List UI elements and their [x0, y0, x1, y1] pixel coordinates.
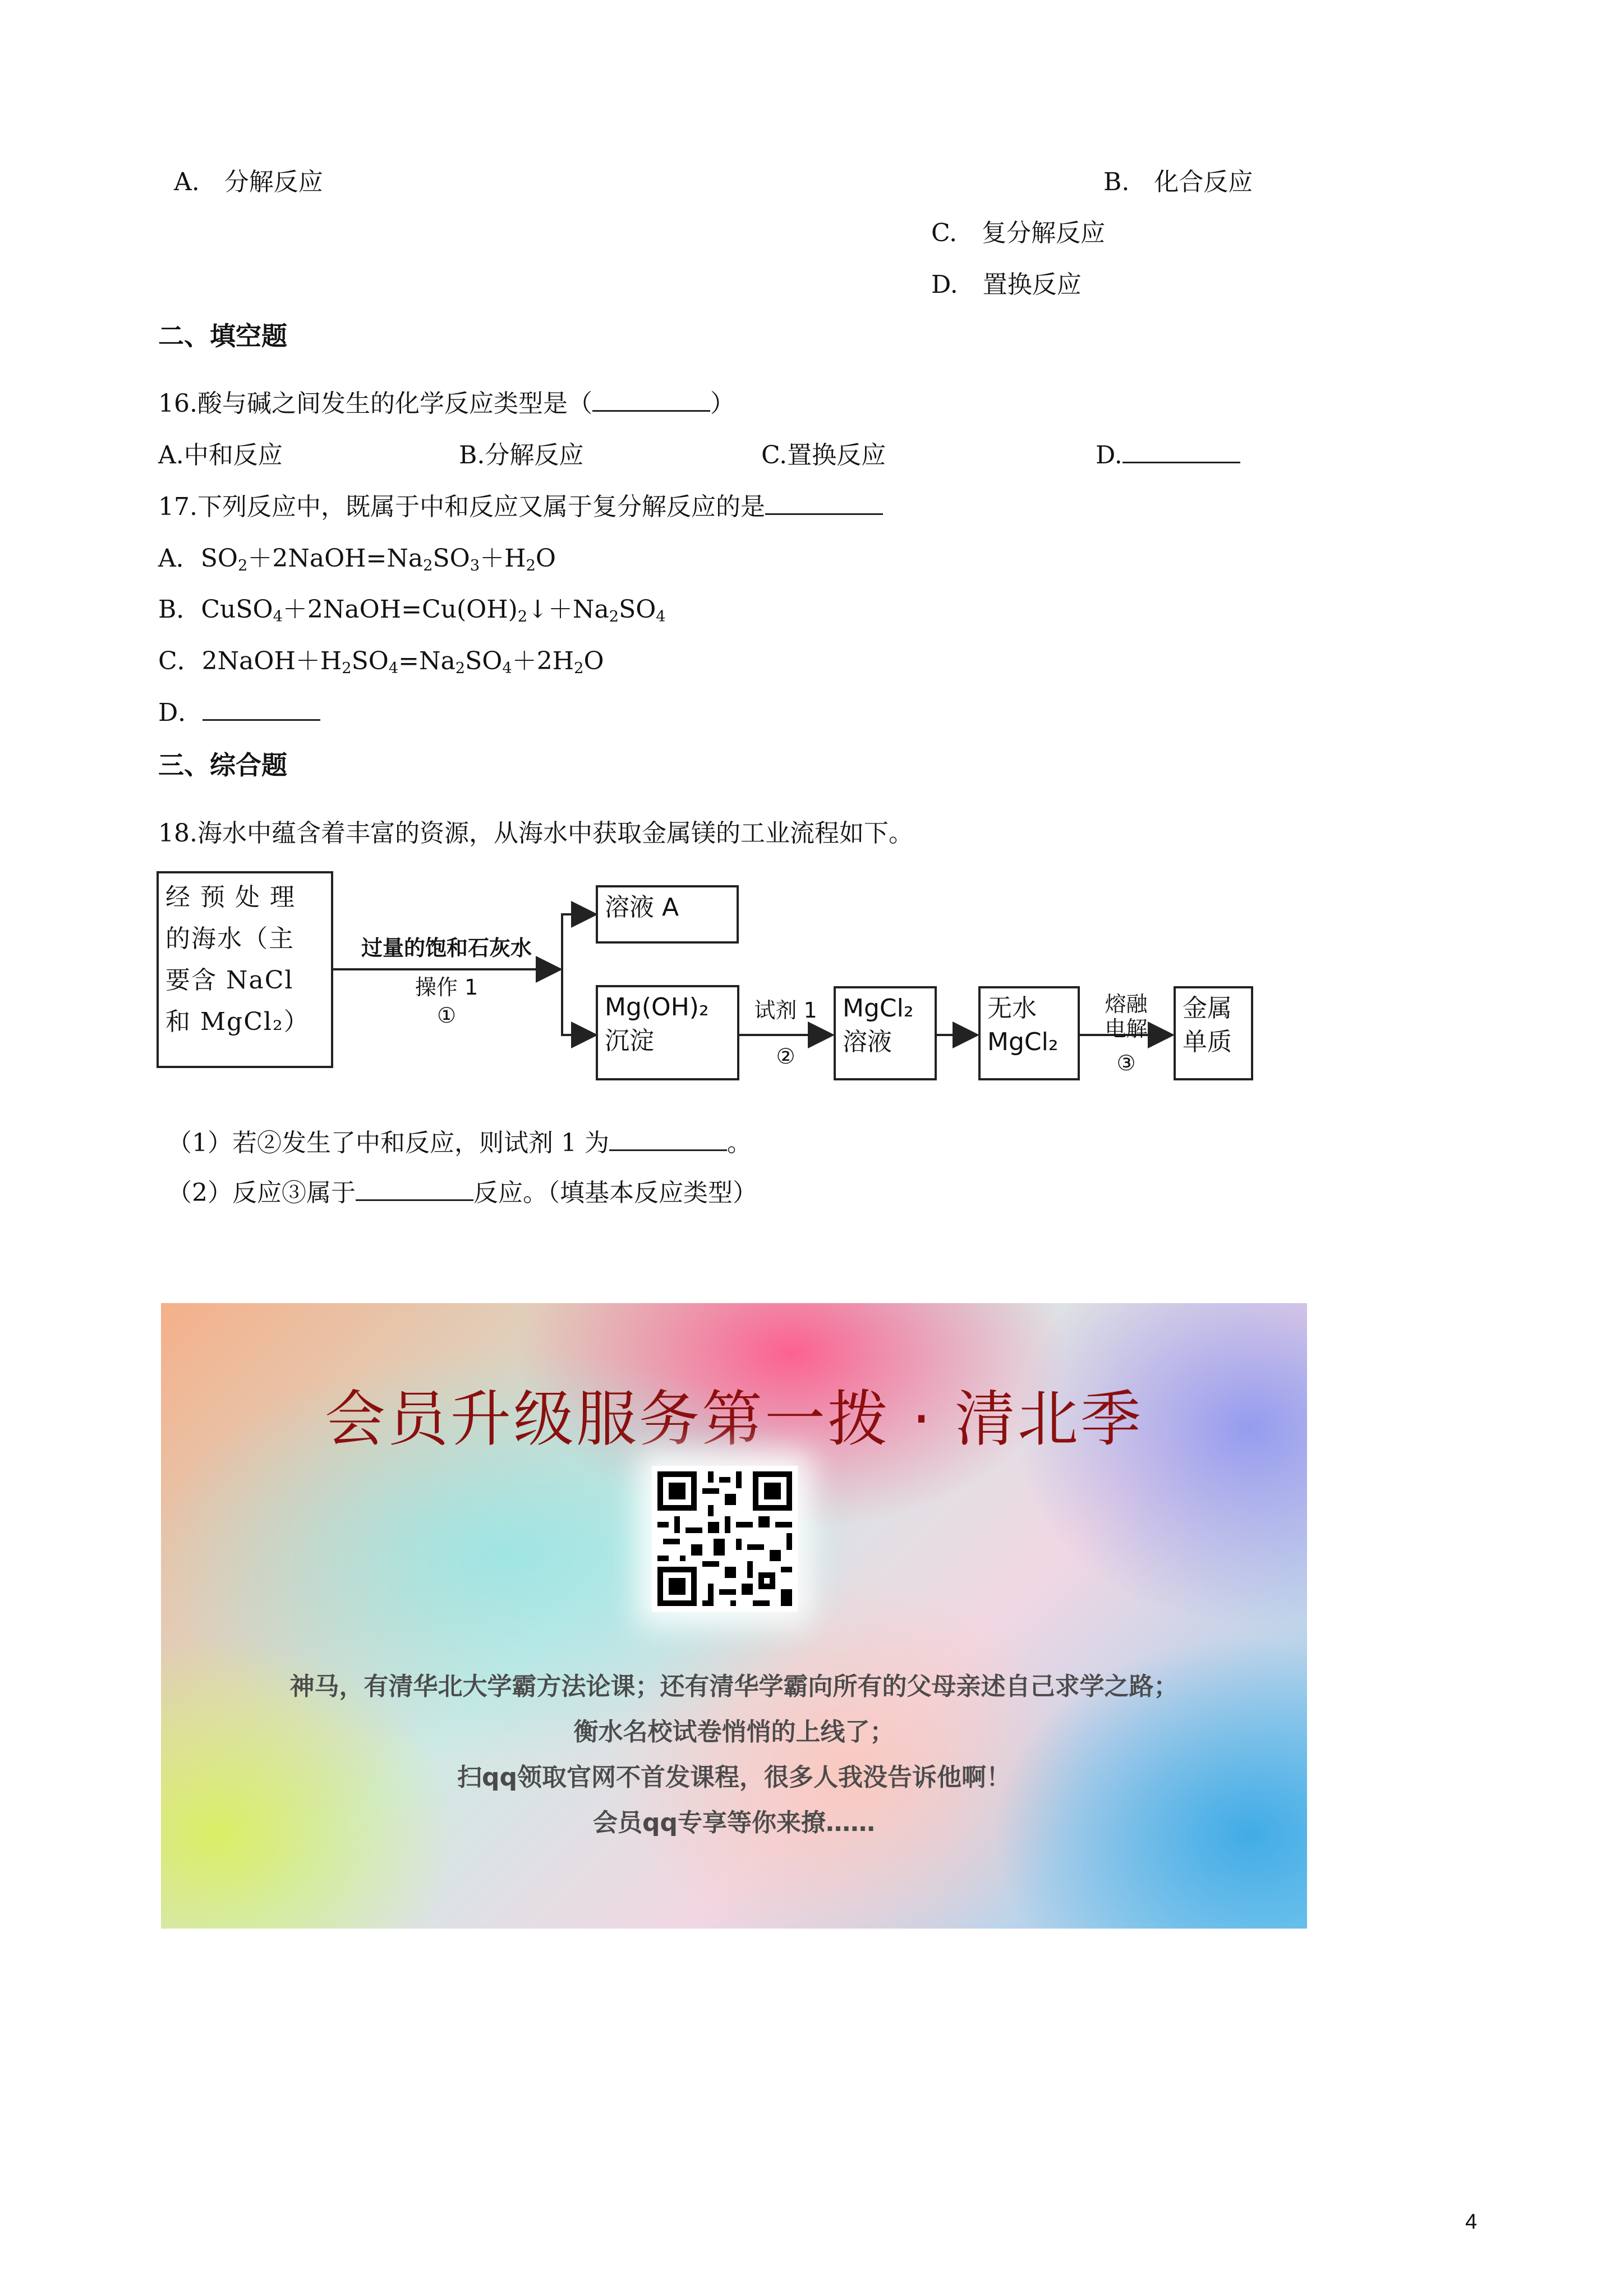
answer-blank	[592, 404, 710, 412]
banner-line-1: 神马，有清华北大学霸方法论课；还有清华学霸向所有的父母亲述自己求学之路；	[289, 1672, 1179, 1701]
box-line: 经 预 处 理	[165, 883, 296, 912]
q16-option-b: B.分解反应	[459, 441, 584, 470]
label-circled-1: ①	[436, 1003, 457, 1028]
label-step-3-num	[1080, 1049, 1172, 1077]
q15-option-d: D. 置换反应	[931, 270, 1082, 299]
label-reagent-1: 试剂 1	[754, 998, 817, 1023]
q15-option-c: C. 复分解反应	[931, 219, 1106, 247]
question-17	[158, 491, 883, 523]
equation-a: $SO_2+2NaOH=Na_2SO_3+H_2O$	[200, 544, 556, 574]
box-metal-element	[1174, 986, 1253, 1080]
q16-option-a: A.中和反应	[158, 441, 283, 470]
question-18: 18.海水中蕴含着丰富的资源，从海水中获取金属镁的工业流程如下。	[158, 819, 913, 848]
equation-b: $CuSO_4+2NaOH=Cu(OH)_2↓+Na_2SO_4$	[201, 595, 666, 625]
q17-stem: 17.下列反应中，既属于中和反应又属于复分解反应的是	[158, 493, 765, 521]
question-16	[158, 388, 735, 420]
banner-line-4: 会员qq专享等你来撩……	[593, 1809, 875, 1837]
banner-line-3: 扫qq领取官网不首发课程，很多人我没告诉他啊！	[457, 1763, 1011, 1792]
q16-stem-end: ）	[710, 389, 735, 418]
box-line: 的海水（主	[165, 924, 295, 953]
box-line: 溶液	[843, 1028, 892, 1056]
box-line: 沉淀	[605, 1027, 654, 1055]
q18-sub2-end: 反应。（填基本反应类型）	[473, 1179, 757, 1207]
promo-banner[interactable]	[161, 1303, 1307, 1929]
q16-option-d-label: D.	[1096, 441, 1122, 470]
qr-code[interactable]	[652, 1466, 798, 1612]
label-step-3	[1080, 992, 1172, 1041]
answer-blank	[203, 714, 320, 721]
q15-option-a: A. 分解反应	[174, 168, 323, 196]
box-line: MgCl₂	[843, 994, 914, 1023]
q18-sub1-text: （1）若②发生了中和反应，则试剂 1 为	[167, 1129, 609, 1157]
q16-option-d	[1096, 440, 1240, 471]
q17-option-b	[158, 594, 666, 625]
box-pretreated-seawater	[157, 871, 333, 1068]
box-line: 金属	[1183, 994, 1232, 1023]
box-line: 无水	[987, 994, 1037, 1023]
label-circled-3: ③	[1116, 1051, 1136, 1075]
qr-code-icon	[652, 1466, 798, 1612]
q17-option-d-label: D．	[158, 698, 203, 727]
box-mgcl2-solution	[834, 986, 937, 1080]
q17-option-d	[158, 697, 320, 729]
box-solution-a	[596, 885, 739, 944]
q15-option-b: B. 化合反应	[1103, 168, 1253, 196]
q17-option-a-label: A．	[158, 544, 201, 573]
box-line: MgCl₂	[987, 1028, 1059, 1056]
answer-blank	[1122, 456, 1240, 463]
answer-blank	[609, 1144, 727, 1151]
box-line: 溶液 A	[605, 893, 679, 922]
label-step-2	[739, 996, 832, 1024]
q18-sub2-text: （2）反应③属于	[167, 1179, 356, 1207]
q18-subquestion-1	[167, 1128, 752, 1159]
label-electrolysis: 电解	[1105, 1016, 1148, 1041]
label-step-2-num	[739, 1042, 832, 1070]
label-circled-2: ②	[776, 1044, 795, 1069]
q16-option-c: C.置换反应	[761, 441, 886, 470]
q18-sub1-end: 。	[726, 1129, 752, 1157]
label-step-1-op	[334, 973, 559, 1029]
box-line: 单质	[1183, 1028, 1232, 1056]
section-heading-comprehensive: 三、综合题	[158, 750, 287, 780]
equation-c: $2NaOH+H_2SO_4=Na_2SO_4+2H_2O$	[201, 647, 604, 677]
q17-option-b-label: B．	[158, 595, 201, 624]
box-mgoh2-precipitate	[596, 985, 739, 1080]
answer-blank	[356, 1194, 473, 1201]
q18-subquestion-2	[167, 1177, 757, 1209]
q17-option-a	[158, 543, 556, 574]
box-line: Mg(OH)₂	[605, 993, 709, 1022]
banner-title: 会员升级服务第一拨 · 清北季	[325, 1384, 1143, 1455]
q16-stem: 16.酸与碱之间发生的化学反应类型是（	[158, 389, 592, 418]
label-molten: 熔融	[1105, 992, 1148, 1016]
box-line: 和 MgCl₂）	[165, 1007, 310, 1036]
answer-blank	[765, 508, 883, 515]
q17-option-c	[158, 646, 604, 677]
box-line: 要含 NaCl	[165, 966, 294, 995]
section-heading-fill-blank: 二、填空题	[158, 321, 287, 351]
box-anhydrous-mgcl2	[978, 986, 1080, 1080]
banner-line-2: 衡水名校试卷悄悄的上线了；	[573, 1718, 895, 1746]
q17-option-c-label: C．	[158, 647, 202, 675]
label-step-1	[334, 934, 559, 962]
page-number: 4	[1465, 2210, 1478, 2234]
label-operation: 操作 1	[415, 975, 479, 1000]
label-reagent: 过量的饱和石灰水	[361, 936, 532, 960]
